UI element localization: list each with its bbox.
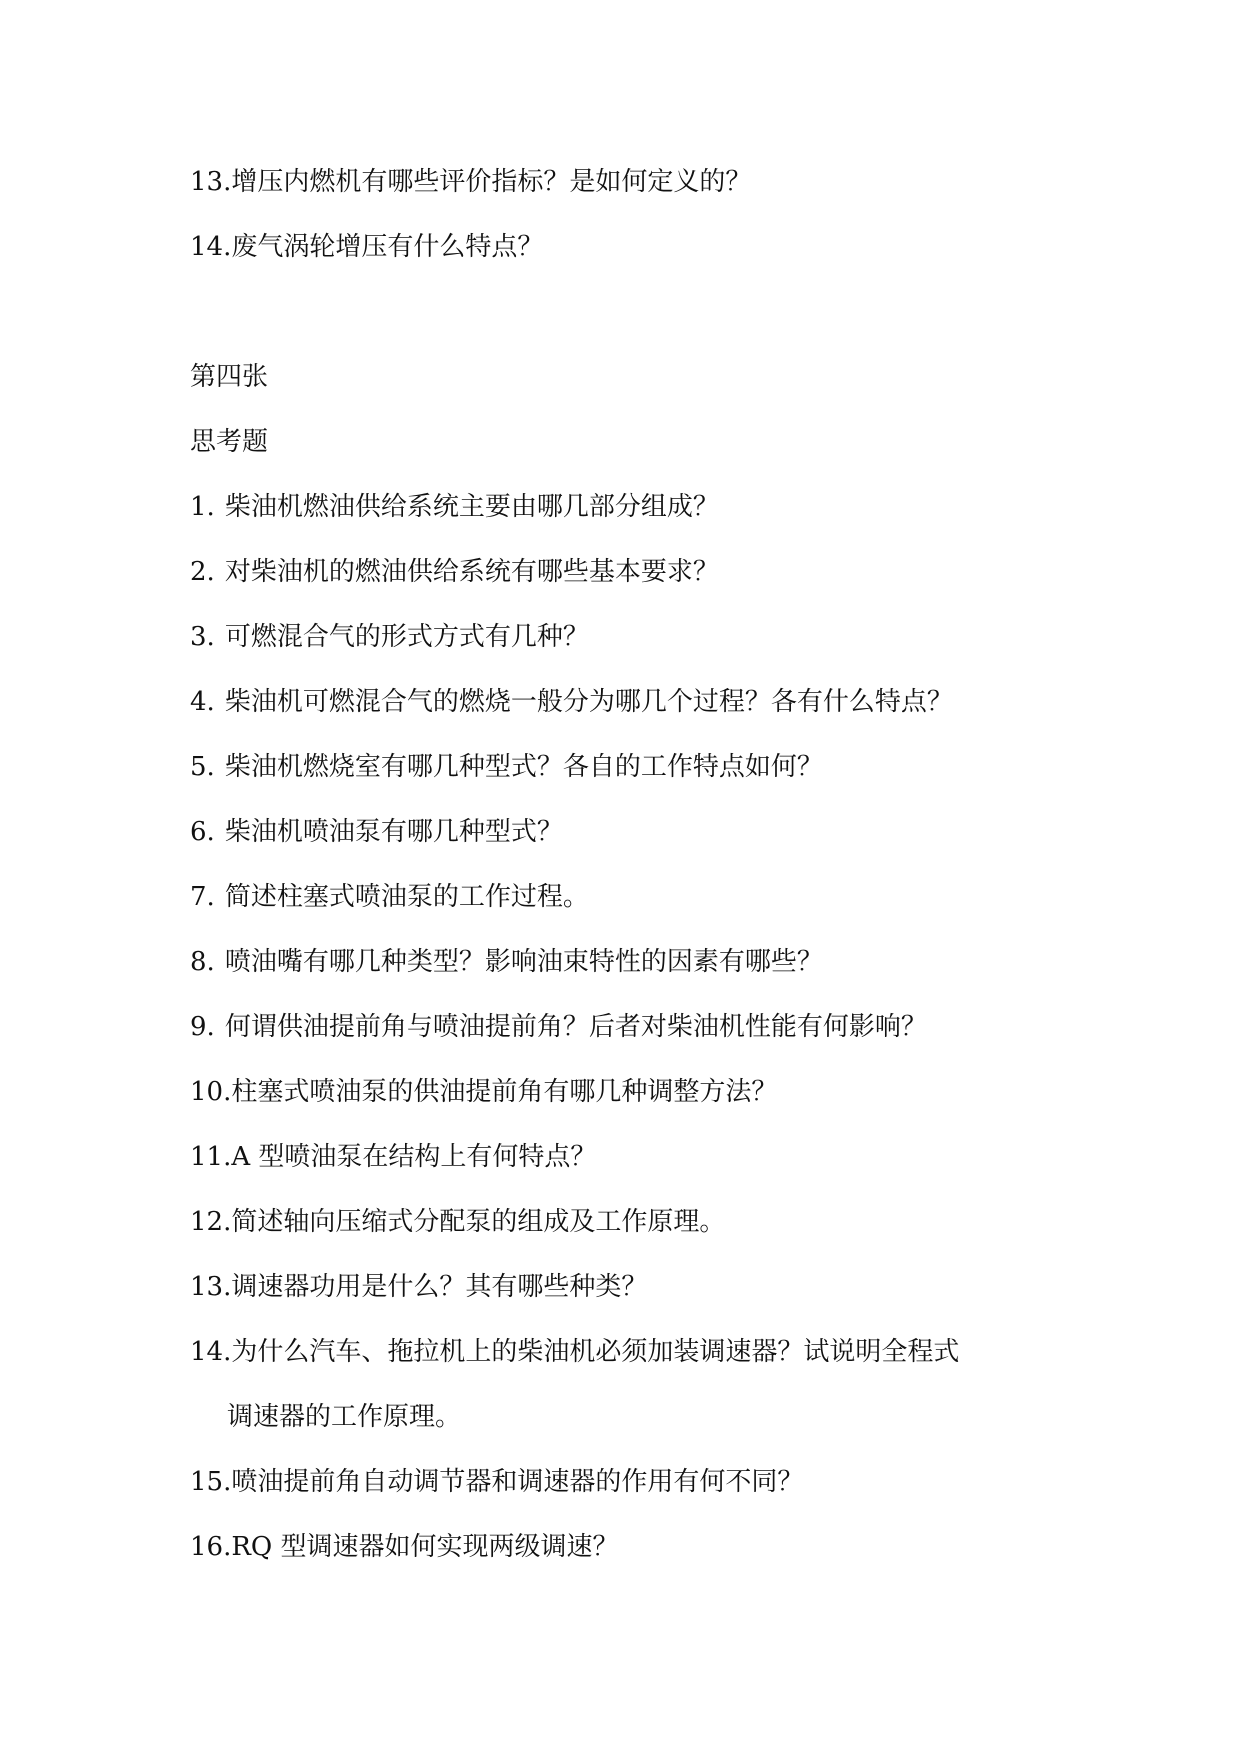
question-number: 8. xyxy=(190,947,215,977)
question-number: 15. xyxy=(190,1467,232,1497)
question-7 xyxy=(190,880,589,914)
chapter-subheading: 思考题 xyxy=(190,427,269,457)
question-text: 对柴油机的燃油供给系统有哪些基本要求？ xyxy=(224,557,719,587)
question-12 xyxy=(190,1205,725,1239)
question-9 xyxy=(190,1010,927,1044)
question-6 xyxy=(190,815,563,849)
question-text: 废气涡轮增压有什么特点？ xyxy=(231,232,544,262)
question-number: 6. xyxy=(190,817,215,847)
question-number: 7. xyxy=(190,882,215,912)
question-number: 13. xyxy=(190,1272,232,1302)
question-number: 4. xyxy=(190,687,215,717)
question-1 xyxy=(190,490,719,524)
question-text: RQ 型调速器如何实现两级调速？ xyxy=(231,1532,619,1562)
question-14-prev xyxy=(190,230,543,264)
question-14 xyxy=(190,1335,959,1369)
question-text: 柴油机喷油泵有哪几种型式？ xyxy=(224,817,563,847)
question-text: 调速器功用是什么？其有哪些种类？ xyxy=(231,1272,648,1302)
question-text: 柴油机燃油供给系统主要由哪几部分组成？ xyxy=(224,492,719,522)
question-number: 16. xyxy=(190,1532,232,1562)
question-text: 简述柱塞式喷油泵的工作过程。 xyxy=(224,882,589,912)
question-number: 14. xyxy=(190,232,232,262)
question-text: 柴油机可燃混合气的燃烧一般分为哪几个过程？各有什么特点？ xyxy=(224,687,953,717)
question-text: 为什么汽车、拖拉机上的柴油机必须加装调速器？试说明全程式 xyxy=(231,1337,960,1367)
question-text: 柱塞式喷油泵的供油提前角有哪几种调整方法？ xyxy=(231,1077,778,1107)
question-11 xyxy=(190,1140,596,1174)
chapter-heading: 第四张 xyxy=(190,362,269,392)
question-4 xyxy=(190,685,953,719)
question-16 xyxy=(190,1530,619,1564)
question-text: 何谓供油提前角与喷油提前角？后者对柴油机性能有何影响？ xyxy=(224,1012,927,1042)
question-8 xyxy=(190,945,823,979)
question-5 xyxy=(190,750,823,784)
question-text: A 型喷油泵在结构上有何特点？ xyxy=(231,1142,597,1172)
question-3 xyxy=(190,620,589,654)
question-text: 喷油嘴有哪几种类型？影响油束特性的因素有哪些？ xyxy=(224,947,823,977)
question-text: 增压内燃机有哪些评价指标？是如何定义的？ xyxy=(231,167,752,197)
question-13-prev xyxy=(190,165,751,199)
question-number: 13. xyxy=(190,167,232,197)
question-number: 1. xyxy=(190,492,215,522)
question-text: 喷油提前角自动调节器和调速器的作用有何不同？ xyxy=(231,1467,804,1497)
question-13 xyxy=(190,1270,647,1304)
question-10 xyxy=(190,1075,777,1109)
question-number: 14. xyxy=(190,1337,232,1367)
question-14-continuation: 调速器的工作原理。 xyxy=(227,1402,462,1432)
question-text: 柴油机燃烧室有哪几种型式？各自的工作特点如何？ xyxy=(224,752,823,782)
question-2 xyxy=(190,555,719,589)
question-number: 3. xyxy=(190,622,215,652)
question-number: 11. xyxy=(190,1142,232,1172)
question-number: 12. xyxy=(190,1207,232,1237)
question-number: 9. xyxy=(190,1012,215,1042)
question-text: 简述轴向压缩式分配泵的组成及工作原理。 xyxy=(231,1207,726,1237)
question-number: 5. xyxy=(190,752,215,782)
question-text: 可燃混合气的形式方式有几种？ xyxy=(224,622,589,652)
question-number: 10. xyxy=(190,1077,232,1107)
question-number: 2. xyxy=(190,557,215,587)
question-15 xyxy=(190,1465,803,1499)
